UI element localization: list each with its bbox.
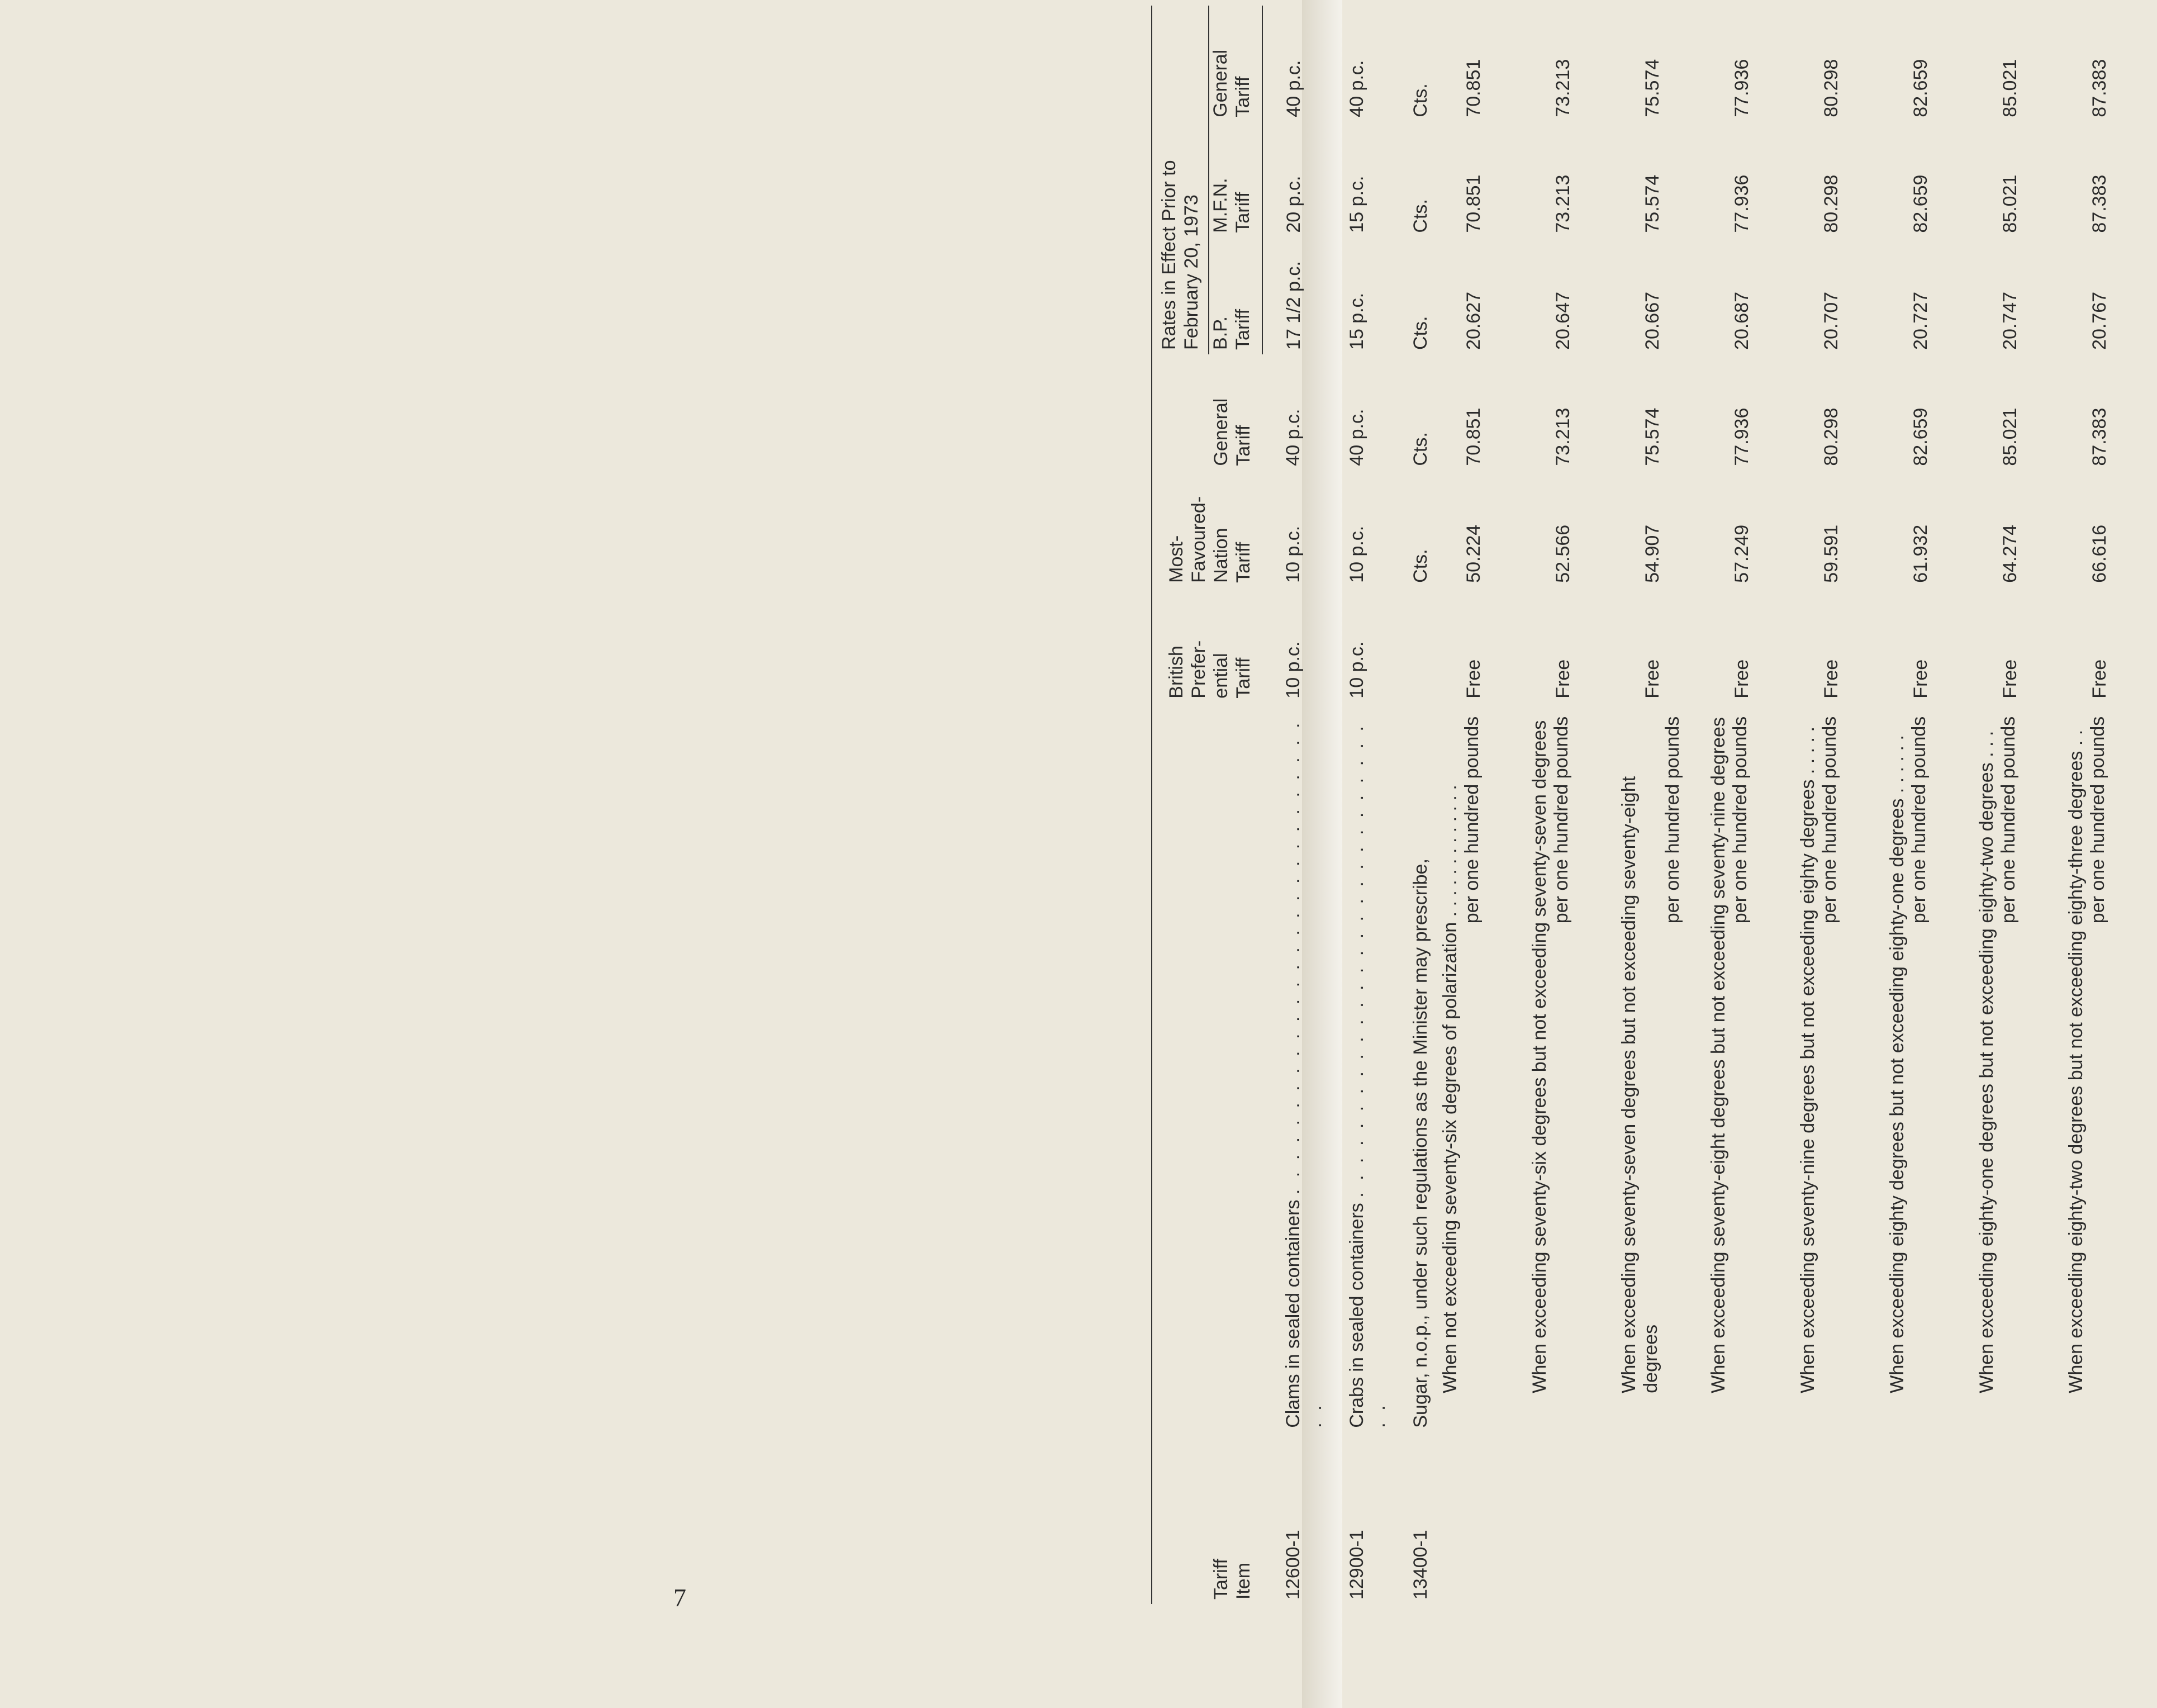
tariff-item	[1432, 1432, 1521, 1604]
table-row	[1968, 6, 2058, 1604]
header-mfn-tariff: Most- Favoured- Nation Tariff	[1152, 471, 1262, 587]
tariff-item	[1521, 1432, 1610, 1604]
prior-mfn-rate: 20 p.c.	[1283, 175, 1305, 233]
prior-bp-rate: 20.667	[1642, 291, 1664, 350]
tariff-item: 13400-1	[1410, 1530, 1432, 1600]
sugar-condition	[1521, 703, 1610, 1432]
sugar-condition	[1700, 703, 1789, 1432]
header-general-tariff: General Tariff	[1152, 354, 1262, 471]
table-row	[1610, 6, 1700, 1604]
unit-label: per one hundred pounds	[1819, 716, 1841, 924]
tariff-item	[2058, 1432, 2147, 1604]
mfn-rate: 59.591	[1821, 524, 1842, 583]
bp-rate	[1390, 587, 1432, 703]
tariff-item: 12600-1	[1282, 1530, 1304, 1600]
prior-general-rate: 75.574	[1642, 59, 1664, 117]
sugar-condition	[1610, 703, 1700, 1432]
prior-bp-rate: 20.767	[2089, 291, 2111, 350]
mfn-rate: 52.566	[1552, 524, 1574, 583]
prior-mfn-rate: 70.851	[1463, 174, 1485, 233]
sugar-condition-text: When exceeding eighty degrees but not exceeding eighty-one degrees . . . . . .	[1887, 735, 1908, 1393]
table-row	[1326, 6, 1390, 1604]
table-row	[1700, 6, 1789, 1604]
description: Crabs in sealed containers . . . . . . . . . . . . . . . . . . . . . . . . . . . . . .	[1346, 723, 1390, 1428]
table-row	[1521, 6, 1610, 1604]
description: Sugar, n.o.p., under such regulations as the Minister may prescribe,	[1410, 858, 1432, 1428]
header-description	[1152, 703, 1262, 1432]
prior-general-cts: Cts.	[1410, 83, 1432, 117]
sugar-condition-text: When exceeding seventy-eight degrees but not exceeding seventy-nine degrees	[1708, 717, 1730, 1393]
bp-rate: 10 p.c.	[1282, 641, 1304, 699]
prior-general-rate: 40 p.c.	[1283, 60, 1305, 117]
table-row	[1262, 6, 1326, 1604]
header-tariff-item: Tariff Item	[1152, 1432, 1262, 1604]
table-row	[1432, 6, 1521, 1604]
unit-label: per one hundred pounds	[1998, 716, 2020, 924]
prior-bp-rate: 20.747	[1999, 291, 2021, 350]
sugar-condition-text: When exceeding eighty-two degrees but not exceeding eighty-three degrees . .	[2065, 729, 2087, 1393]
general-rate: 40 p.c.	[1282, 409, 1304, 466]
prior-mfn-rate: 80.298	[1821, 174, 1842, 233]
table-row	[1879, 6, 1968, 1604]
prior-general-rate: 77.936	[1731, 59, 1753, 117]
sugar-condition-text: When exceeding seventy-seven degrees but not exceeding seventy-eight degrees	[1618, 776, 1662, 1393]
bp-rate: Free	[1552, 659, 1574, 699]
prior-general-rate: 82.659	[1910, 59, 1932, 117]
header-prior-general: General Tariff	[1209, 6, 1262, 122]
unit-label: per one hundred pounds	[1461, 716, 1483, 924]
general-rate: 87.383	[2089, 407, 2111, 466]
table-row	[2058, 6, 2147, 1604]
general-rate: 80.298	[1821, 407, 1842, 466]
prior-general-rate: 80.298	[1821, 59, 1842, 117]
tariff-item	[1879, 1432, 1968, 1604]
general-rate: 82.659	[1910, 407, 1932, 466]
prior-general-rate: 85.021	[1999, 59, 2021, 117]
bp-rate: Free	[1731, 659, 1753, 699]
general-rate: 77.936	[1731, 407, 1753, 466]
prior-mfn-rate: 82.659	[1910, 174, 1932, 233]
prior-mfn-cts: Cts.	[1410, 199, 1432, 233]
prior-bp-rate: 20.627	[1463, 291, 1485, 350]
prior-mfn-rate: 77.936	[1731, 174, 1753, 233]
prior-mfn-rate: 15 p.c.	[1346, 175, 1368, 233]
prior-general-rate: 87.383	[2089, 59, 2111, 117]
unit-label: per one hundred pounds	[1551, 716, 1572, 924]
unit-label: per one hundred pounds	[1662, 716, 1684, 924]
tariff-item	[1610, 1432, 1700, 1604]
general-rate: 75.574	[1642, 407, 1664, 466]
bp-rate: 10 p.c.	[1346, 641, 1368, 699]
bp-rate: Free	[1999, 659, 2021, 699]
prior-general-rate: 73.213	[1552, 59, 1574, 117]
tariff-table	[1151, 6, 2147, 1604]
mfn-cts: Cts.	[1410, 549, 1432, 583]
unit-label: per one hundred pounds	[1908, 716, 1930, 924]
sugar-condition	[1432, 703, 1521, 1432]
tariff-item	[1968, 1432, 2058, 1604]
mfn-rate: 50.224	[1463, 524, 1485, 583]
prior-mfn-rate: 75.574	[1642, 174, 1664, 233]
sugar-condition-text: When exceeding eighty-one degrees but not exceeding eighty-two degrees . . .	[1976, 730, 1998, 1393]
tariff-item	[1700, 1432, 1789, 1604]
sugar-condition	[1789, 703, 1879, 1432]
unit-label: per one hundred pounds	[1730, 716, 1751, 924]
mfn-rate: 10 p.c.	[1346, 525, 1368, 583]
bp-rate: Free	[1910, 659, 1932, 699]
prior-bp-rate: 20.647	[1552, 291, 1574, 350]
description: Clams in sealed containers . . . . . . . . . . . . . . . . . . . . . . . . . . . . . .	[1282, 719, 1326, 1428]
table-row	[1789, 6, 1879, 1604]
prior-mfn-rate: 87.383	[2089, 174, 2111, 233]
prior-bp-rate: 17 1/2 p.c.	[1283, 261, 1305, 350]
sugar-condition	[2058, 703, 2147, 1432]
mfn-rate: 57.249	[1731, 524, 1753, 583]
unit-label: per one hundred pounds	[2087, 716, 2109, 924]
mfn-rate: 66.616	[2089, 524, 2111, 583]
page-number: 7	[673, 1583, 686, 1612]
header-prior-rates: Rates in Effect Prior to February 20, 1973	[1152, 6, 1209, 354]
mfn-rate: 54.907	[1642, 524, 1664, 583]
header-bp-tariff: British Prefer- ential Tariff	[1152, 587, 1262, 703]
prior-bp-cts: Cts.	[1410, 316, 1432, 350]
sugar-condition-text: When exceeding seventy-nine degrees but not exceeding eighty degrees . . . . .	[1797, 727, 1819, 1393]
table-row	[1390, 6, 1432, 1604]
mfn-rate: 10 p.c.	[1282, 525, 1304, 583]
mfn-rate: 64.274	[1999, 524, 2021, 583]
bp-rate: Free	[1642, 659, 1664, 699]
tariff-item	[1789, 1432, 1879, 1604]
sugar-condition	[1968, 703, 2058, 1432]
sugar-condition-text: When exceeding seventy-six degrees but not exceeding seventy-seven degrees	[1529, 720, 1551, 1393]
tariff-item: 12900-1	[1346, 1530, 1368, 1600]
prior-mfn-rate: 85.021	[1999, 174, 2021, 233]
bp-rate: Free	[1463, 659, 1485, 699]
header-prior-bp: B.P. Tariff	[1209, 238, 1262, 354]
prior-bp-rate: 15 p.c.	[1346, 292, 1368, 350]
general-cts: Cts.	[1410, 432, 1432, 466]
tariff-table-rotated	[1151, 6, 2157, 1604]
header-prior-mfn: M.F.N. Tariff	[1209, 122, 1262, 238]
bp-rate: Free	[2089, 659, 2111, 699]
sugar-condition	[1879, 703, 1968, 1432]
prior-bp-rate: 20.687	[1731, 291, 1753, 350]
general-rate: 73.213	[1552, 407, 1574, 466]
general-rate: 40 p.c.	[1346, 409, 1368, 466]
prior-mfn-rate: 73.213	[1552, 174, 1574, 233]
sugar-condition-text: When not exceeding seventy-six degrees of polarization . . . . . . . . . . . . .	[1439, 785, 1461, 1393]
prior-bp-rate: 20.727	[1910, 291, 1932, 350]
prior-general-rate: 40 p.c.	[1346, 60, 1368, 117]
mfn-rate: 61.932	[1910, 524, 1932, 583]
bp-rate: Free	[1821, 659, 1842, 699]
general-rate: 85.021	[1999, 407, 2021, 466]
prior-bp-rate: 20.707	[1821, 291, 1842, 350]
prior-general-rate: 70.851	[1463, 59, 1485, 117]
general-rate: 70.851	[1463, 407, 1485, 466]
